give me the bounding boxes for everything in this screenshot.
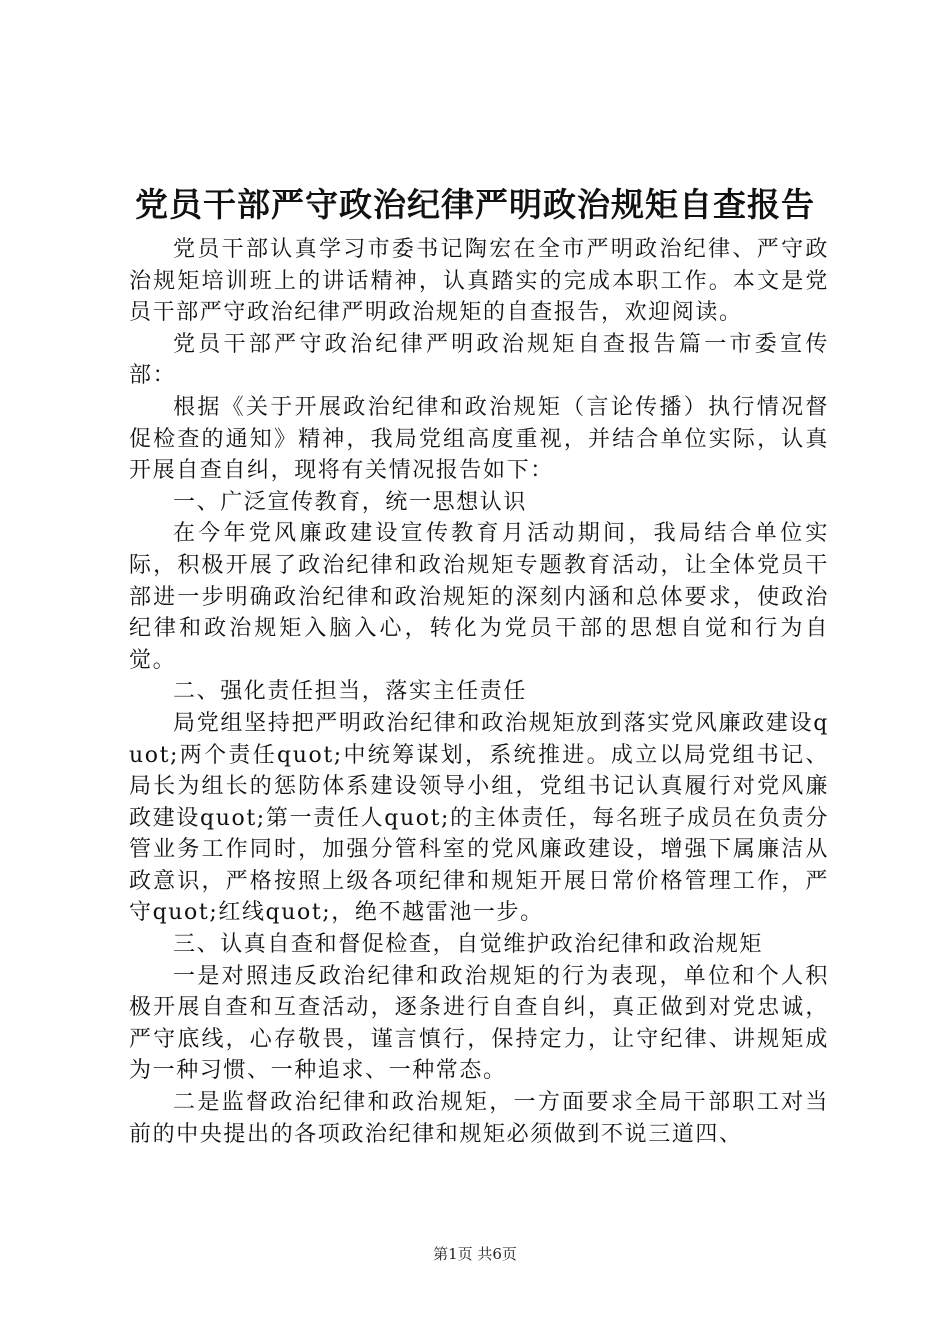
document-title: 党员干部严守政治纪律严明政治规矩自查报告: [135, 185, 815, 224]
paragraph-section-1: 在今年党风廉政建设宣传教育月活动期间，我局结合单位实际，积极开展了政治纪律和政治规矩专题教育活动，让全体党员干部进一步明确政治纪律和政治规矩的深刻内涵和总体要求，使政治纪律和政治规矩入脑入心，转化为党员干部的思想自觉和行为自觉。: [129, 521, 829, 673]
section-heading-2: 二、强化责任担当，落实主任责任: [173, 679, 528, 705]
paragraph-report-heading: 党员干部严守政治纪律严明政治规矩自查报告篇一市委宣传部：: [129, 331, 829, 389]
page-number-footer: 第1页 共6页: [433, 1245, 517, 1263]
document-body: [129, 234, 829, 1150]
section-heading-1: 一、广泛宣传教育，统一思想认识: [173, 489, 528, 515]
section-heading-3: 三、认真自查和督促检查，自觉维护政治纪律和政治规矩: [173, 932, 764, 958]
paragraph-section-3-item-2: 二是监督政治纪律和政治规矩，一方面要求全局干部职工对当前的中央提出的各项政治纪律和规矩必须做到不说三道四、: [129, 1090, 829, 1147]
paragraph-section-2: 局党组坚持把严明政治纪律和政治规矩放到落实党风廉政建设quot;两个责任quot;中统筹谋划，系统推进。成立以局党组书记、局长为组长的惩防体系建设领导小组，党组书记认真履行对党风廉政建设quot;第一责任人quot;的主体责任，每名班子成员在负责分管业务工作同时，加强分管科室的党风廉政建设，增强下属廉洁从政意识，严格按照上级各项纪律和规矩开展日常价格管理工作，严守quot;红线quot;，绝不越雷池一步。: [129, 710, 829, 926]
paragraph-intro: 党员干部认真学习市委书记陶宏在全市严明政治纪律、严守政治规矩培训班上的讲话精神，认真踏实的完成本职工作。本文是党员干部严守政治纪律严明政治规矩的自查报告，欢迎阅读。: [129, 237, 829, 326]
paragraph-section-3-item-1: 一是对照违反政治纪律和政治规矩的行为表现，单位和个人积极开展自查和互查活动，逐条进行自查自纠，真正做到对党忠诚，严守底线，心存敬畏，谨言慎行，保持定力，让守纪律、讲规矩成为一种习惯、一种追求、一种常态。: [129, 963, 829, 1084]
paragraph-basis: 根据《关于开展政治纪律和政治规矩（言论传播）执行情况督促检查的通知》精神，我局党组高度重视，并结合单位实际，认真开展自查自纠，现将有关情况报告如下：: [129, 394, 829, 484]
